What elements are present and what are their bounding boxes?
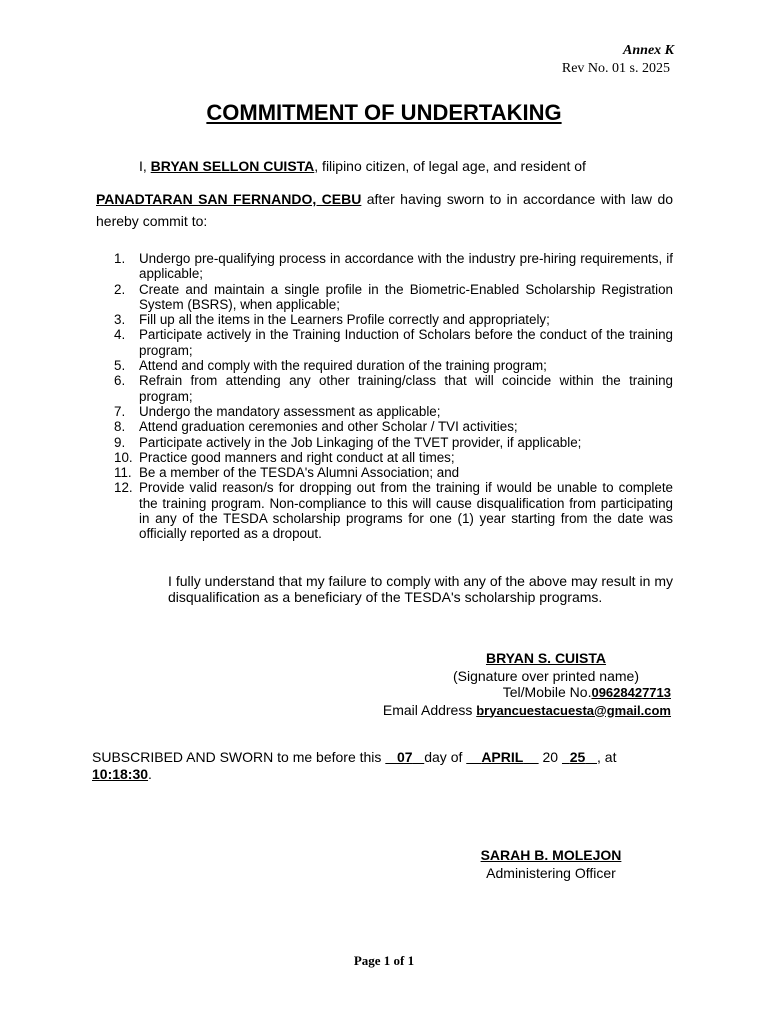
commitment-item — [96, 450, 673, 465]
sworn-year: 25 — [569, 749, 586, 765]
tel-value: 09628427713 — [591, 685, 671, 700]
sworn-day: 07 — [396, 749, 413, 765]
commitment-item — [96, 251, 673, 282]
sworn-time: 10:18:30 — [92, 766, 149, 782]
commitment-text: Undergo pre-qualifying process in accordance with the industry pre-hiring requirements, if applicable; — [139, 251, 673, 282]
commitment-number: 7. — [114, 403, 126, 419]
intro-prefix: I, — [139, 158, 151, 174]
officer-title: Administering Officer — [486, 864, 616, 881]
signature-caption: (Signature over printed name) — [453, 667, 639, 684]
commitment-text: Create and maintain a single profile in the Biometric-Enabled Scholarship Registration System (BSRS), when applicable; — [139, 281, 673, 312]
commitment-text: Practice good manners and right conduct at all times; — [139, 449, 455, 465]
commitment-item — [96, 373, 673, 404]
commitment-number: 8. — [114, 419, 126, 435]
commitment-number: 11. — [114, 465, 132, 481]
applicant-name: BRYAN SELLON CUISTA — [150, 158, 315, 174]
commitment-text: Provide valid reason/s for dropping out from the training if would be unable to complete the training program. Non-compliance to this will cause disqualification from participating in any of the TESDA scholarship programs for one (1) year starting from the date was officially reported as a dropout. — [139, 480, 673, 542]
sworn-at: , at — [597, 749, 617, 765]
commitment-number: 12. — [114, 480, 133, 496]
commitment-item — [96, 358, 673, 373]
commitment-text: Undergo the mandatory assessment as applicable; — [139, 403, 441, 419]
intro-commit-text: after having sworn to in accordance with law do hereby commit to: — [96, 191, 674, 229]
commitment-text: Refrain from attending any other training/class that will coincide within the training program; — [139, 373, 673, 404]
officer-block — [451, 847, 651, 882]
commitment-item — [96, 327, 673, 358]
commitment-number: 2. — [114, 281, 126, 297]
commitment-number: 10. — [114, 449, 133, 465]
commitment-item — [96, 465, 673, 480]
commitment-item — [96, 480, 673, 541]
commitment-number: 9. — [114, 434, 126, 450]
commitment-text: Be a member of the TESDA's Alumni Association; and — [139, 465, 460, 481]
commitment-number: 3. — [114, 312, 126, 328]
intro-line — [139, 158, 586, 174]
annex-label: Annex K — [623, 43, 674, 58]
intro-citizenship: , filipino citizen, of legal age, and resident of — [314, 158, 586, 174]
applicant-address: PANADTARAN SAN FERNANDO, CEBU — [96, 191, 362, 207]
commitment-text: Attend and comply with the required duration of the training program; — [139, 358, 547, 374]
commitment-text: Fill up all the items in the Learners Profile correctly and appropriately; — [139, 312, 550, 328]
tel-line — [383, 684, 671, 702]
signatory-block — [446, 650, 646, 685]
revision-label: Rev No. 01 s. 2025 — [561, 61, 670, 76]
email-line — [383, 702, 671, 720]
commitment-text: Participate actively in the Training Induction of Scholars before the conduct of the training program; — [139, 327, 673, 358]
commitment-number: 5. — [114, 358, 126, 374]
commitment-text: Participate actively in the Job Linkaging of the TVET provider, if applicable; — [139, 434, 582, 450]
page-number: Page 1 of 1 — [353, 953, 415, 968]
commitment-list — [96, 251, 673, 542]
commitment-item — [96, 282, 673, 313]
sworn-month: APRIL — [481, 749, 524, 765]
commitment-text: Attend graduation ceremonies and other Scholar / TVI activities; — [139, 419, 518, 435]
document-title: COMMITMENT OF UNDERTAKING — [206, 100, 562, 125]
sworn-prefix: SUBSCRIBED AND SWORN to me before this — [92, 749, 386, 765]
tel-label: Tel/Mobile No. — [502, 684, 592, 700]
commitment-item — [96, 404, 673, 419]
commitment-number: 1. — [114, 251, 126, 266]
commitment-item — [96, 419, 673, 434]
contact-block — [383, 684, 671, 719]
sworn-day-of: day of — [424, 749, 467, 765]
understanding-paragraph: I fully understand that my failure to comply with any of the above may result in my disqualification as a beneficiary of the TESDA's scholarship programs. — [168, 573, 673, 605]
sworn-statement — [92, 749, 674, 783]
officer-name: SARAH B. MOLEJON — [480, 847, 622, 863]
commitment-item — [96, 312, 673, 327]
commitment-number: 4. — [114, 327, 126, 343]
signatory-name: BRYAN S. CUISTA — [485, 650, 607, 666]
sworn-end: . — [148, 766, 152, 782]
email-value: bryancuestacuesta@gmail.com — [476, 702, 671, 718]
sworn-year-prefix: 20 — [538, 749, 562, 765]
intro-address-paragraph — [96, 188, 673, 232]
email-label: Email Address — [382, 701, 477, 718]
commitment-item — [96, 435, 673, 450]
commitment-number: 6. — [114, 373, 126, 389]
